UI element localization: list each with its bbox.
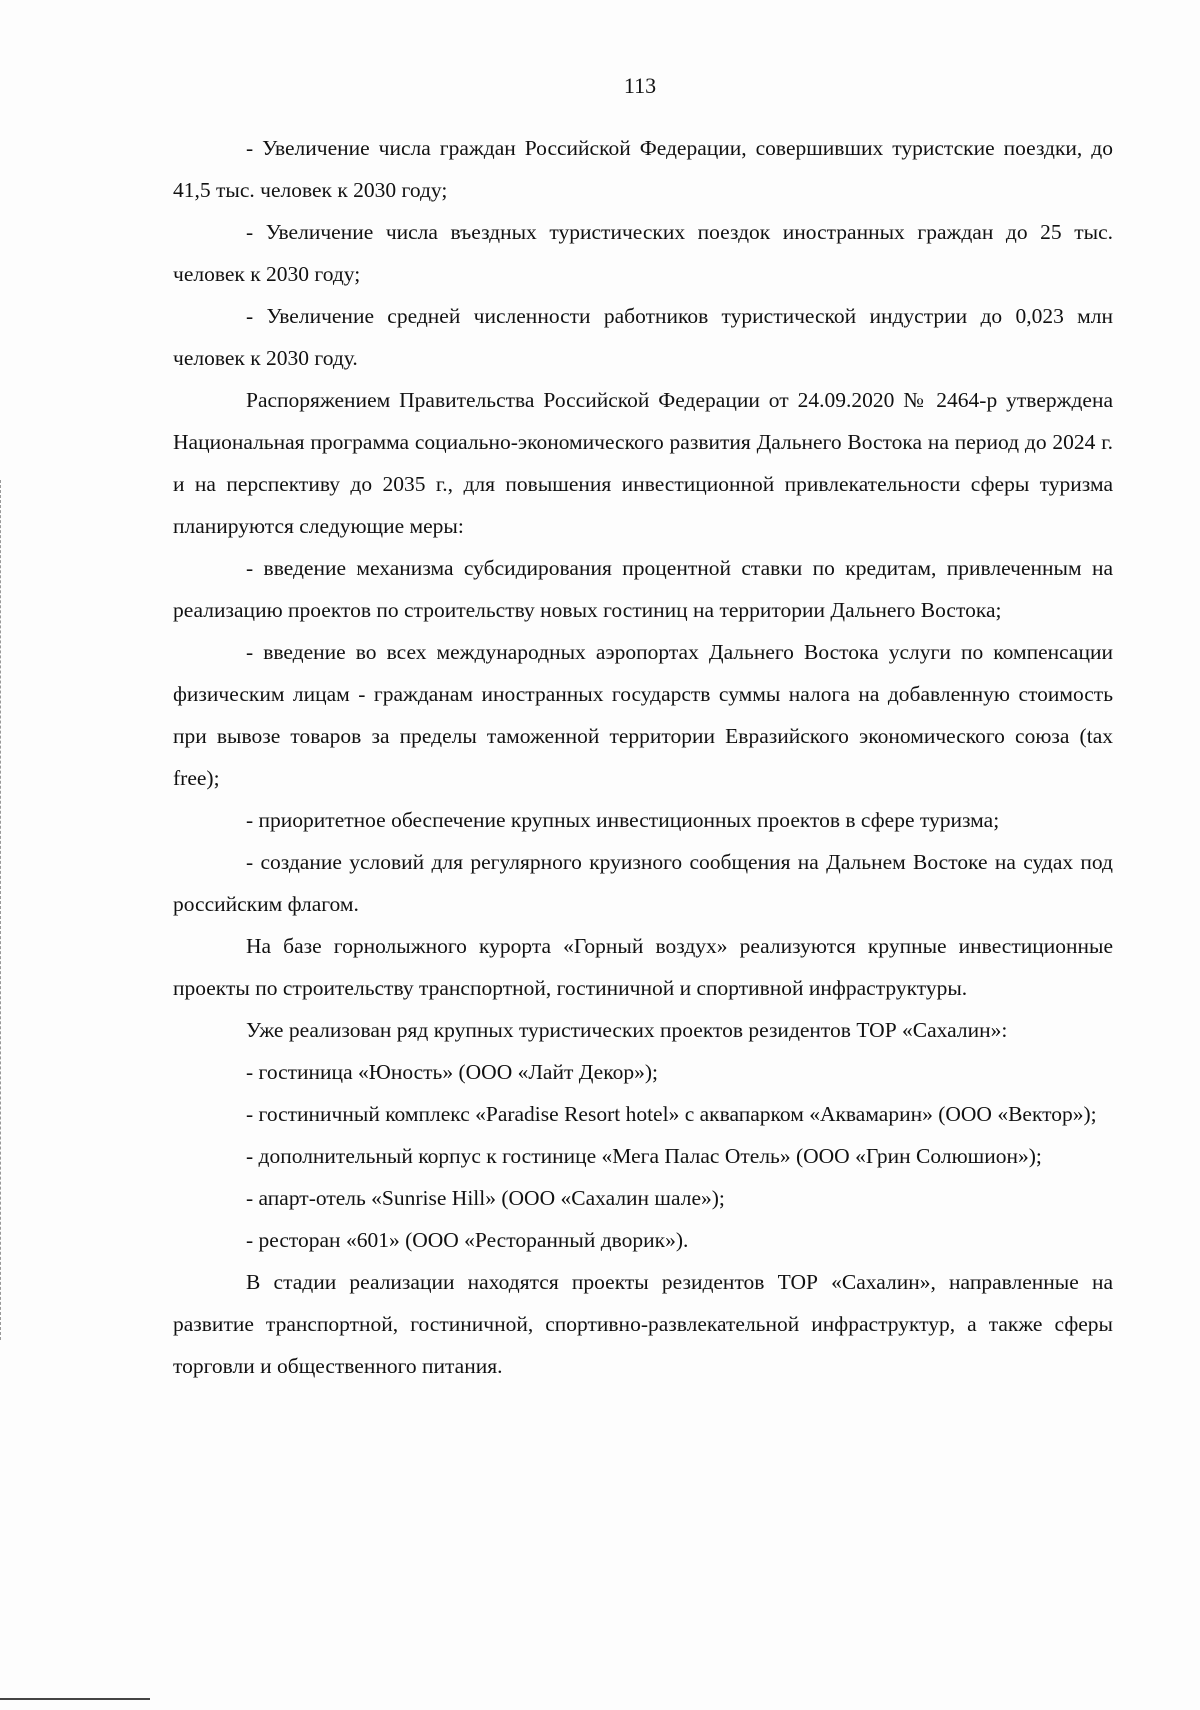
paragraph: - дополнительный корпус к гостинице «Мега Палас Отель» (ООО «Грин Солюшион»); bbox=[246, 1144, 1042, 1168]
paragraph: - приоритетное обеспечение крупных инвестиционных проектов в сфере туризма; bbox=[246, 808, 1000, 832]
paragraph: - ресторан «601» (ООО «Ресторанный дворик»). bbox=[246, 1228, 689, 1252]
scan-bottom-artifact bbox=[0, 1698, 150, 1700]
paragraph: - гостиничный комплекс «Paradise Resort hotel» с аквапарком «Аквамарин» (ООО «Вектор»); bbox=[246, 1102, 1097, 1126]
paragraph: - Увеличение средней численности работников туристической индустрии до 0,023 млн человек к 2030 году. bbox=[173, 304, 1113, 370]
paragraph: - Увеличение числа въездных туристических поездок иностранных граждан до 25 тыс. человек к 2030 году; bbox=[173, 220, 1113, 286]
scan-edge-artifact bbox=[0, 480, 3, 1340]
paragraph: - введение во всех международных аэропортах Дальнего Востока услуги по компенсации физическим лицам - гражданам иностранных государств суммы налога на добавленную стоимость при вывозе товаров за пределы таможенной территории Евразийского экономического союза (tax free); bbox=[173, 640, 1113, 790]
paragraph: - апарт-отель «Sunrise Hill» (ООО «Сахалин шале»); bbox=[246, 1186, 725, 1210]
paragraph: - введение механизма субсидирования процентной ставки по кредитам, привлеченным на реализацию проектов по строительству новых гостиниц на территории Дальнего Востока; bbox=[173, 556, 1113, 622]
page-number: 113 bbox=[623, 73, 657, 98]
paragraph: Распоряжением Правительства Российской Федерации от 24.09.2020 № 2464-р утверждена Национальная программа социально-экономического развития Дальнего Востока на период до 2024 г. и на перспективу до 2035 г., для повышения инвестиционной привлекательности сферы туризма планируются следующие меры: bbox=[173, 388, 1113, 538]
paragraph: - гостиница «Юность» (ООО «Лайт Декор»); bbox=[246, 1060, 658, 1084]
paragraph: - создание условий для регулярного круизного сообщения на Дальнем Востоке на судах под российским флагом. bbox=[173, 850, 1113, 916]
paragraph: Уже реализован ряд крупных туристических проектов резидентов ТОР «Сахалин»: bbox=[246, 1018, 1008, 1042]
document-body bbox=[173, 127, 1113, 1387]
paragraph: На базе горнолыжного курорта «Горный воздух» реализуются крупные инвестиционные проекты по строительству транспортной, гостиничной и спортивной инфраструктуры. bbox=[173, 934, 1113, 1000]
paragraph: - Увеличение числа граждан Российской Федерации, совершивших туристские поездки, до 41,5 тыс. человек к 2030 году; bbox=[173, 136, 1113, 202]
paragraph: В стадии реализации находятся проекты резидентов ТОР «Сахалин», направленные на развитие транспортной, гостиничной, спортивно-развлекательной инфраструктур, а также сферы торговли и общественного питания. bbox=[173, 1270, 1113, 1378]
